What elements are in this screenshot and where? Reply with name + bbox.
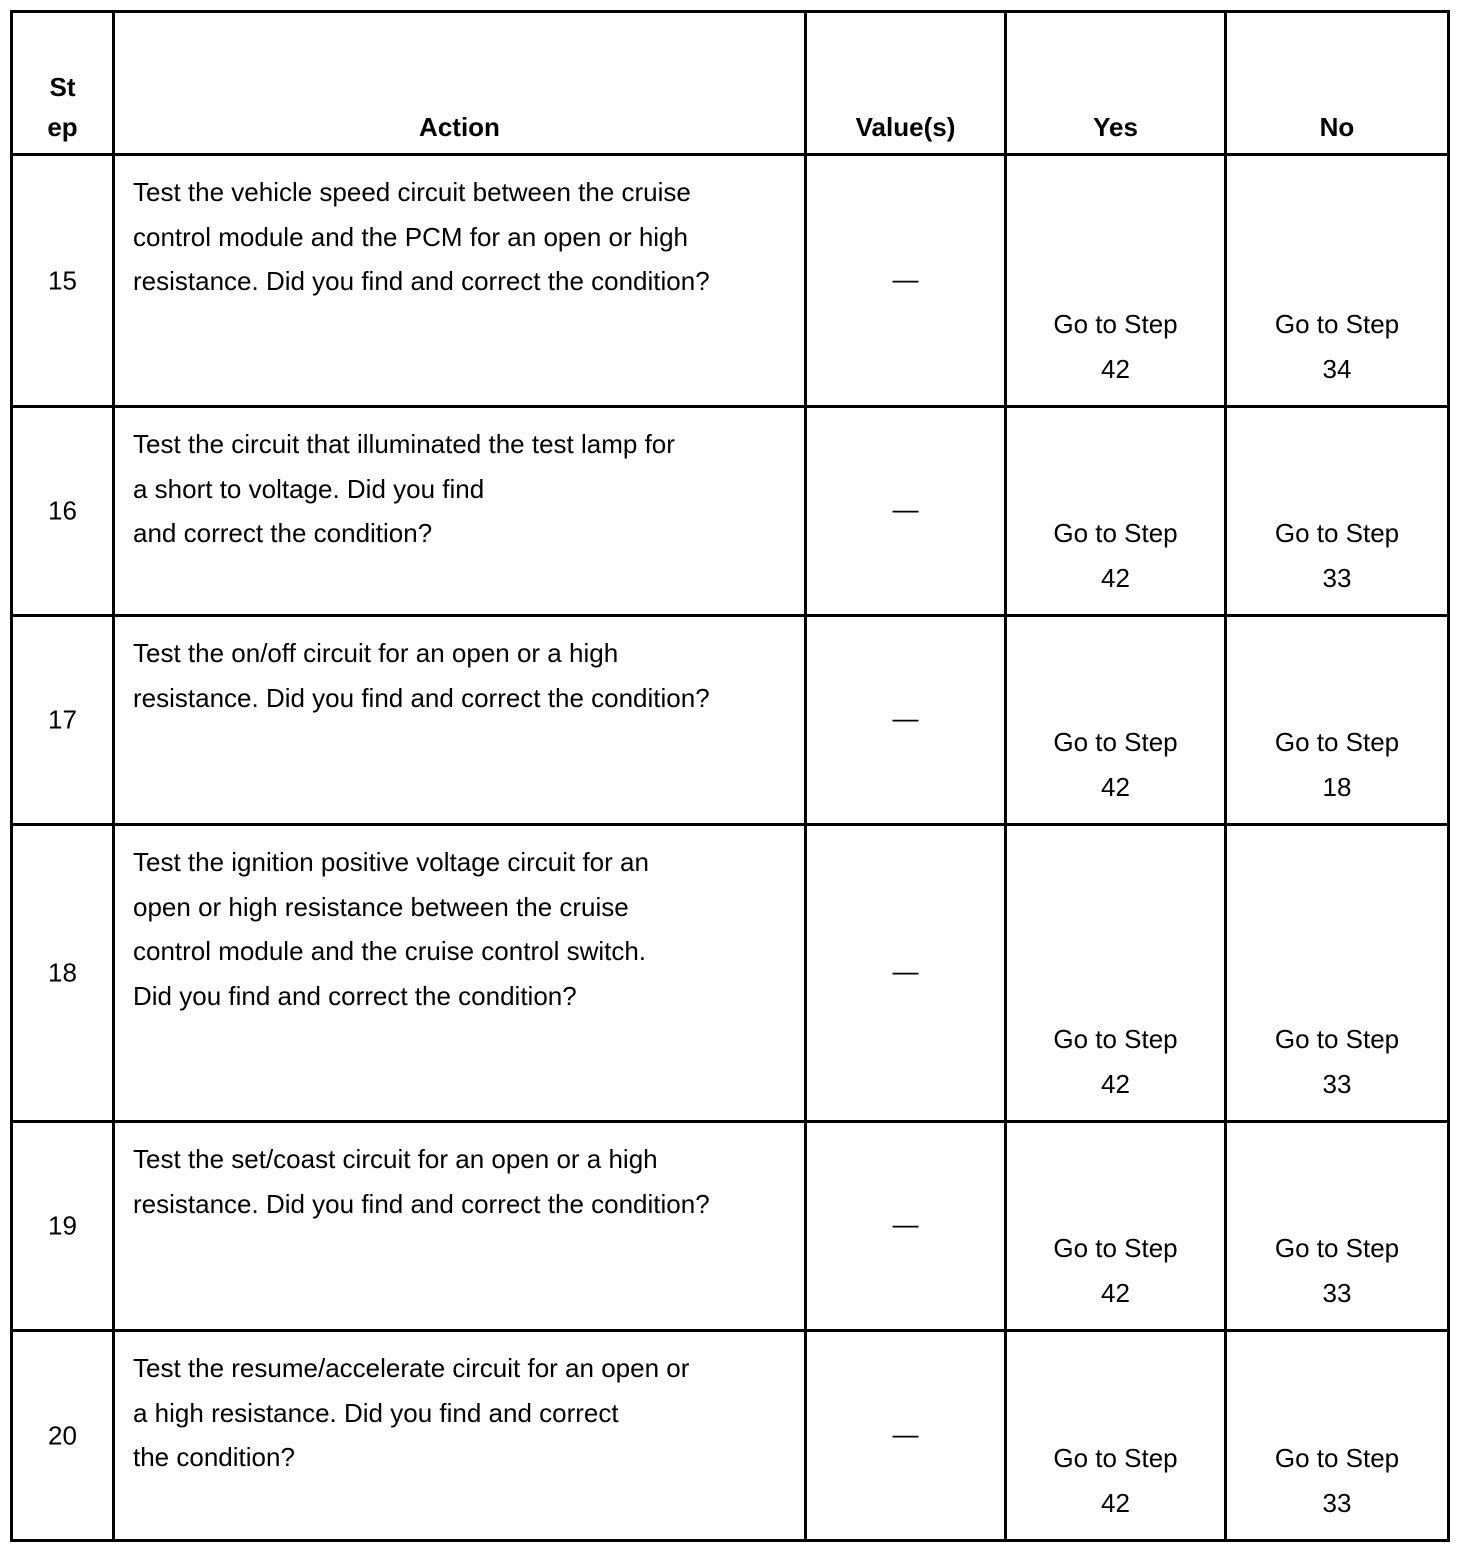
value-text: — [892, 493, 919, 524]
action-text: Test the vehicle speed circuit between the cruise control module and the PCM for an open or high resistance. Did you find and correct the condition? [133, 177, 710, 296]
header-action-cell [115, 13, 807, 153]
action-cell [115, 156, 807, 405]
value-text: — [892, 955, 919, 986]
yes-goto [1007, 511, 1224, 600]
step-cell [13, 617, 115, 823]
header-step [13, 67, 112, 147]
step-cell [13, 1123, 115, 1329]
action-text: Test the on/off circuit for an open or a high resistance. Did you find and correct the condition? [133, 638, 710, 713]
table-row [13, 826, 1447, 1123]
yes-step: 42 [1101, 353, 1130, 384]
value-text: — [892, 263, 919, 294]
yes-cell [1007, 408, 1227, 614]
header-step-cell [13, 13, 115, 153]
table-row [13, 1123, 1447, 1332]
no-cell [1227, 1123, 1447, 1329]
no-step: 33 [1322, 1277, 1352, 1308]
no-goto [1227, 1017, 1447, 1106]
header-no-cell [1227, 13, 1447, 153]
yes-label: Go to Step [1053, 1443, 1178, 1473]
yes-label: Go to Step [1053, 1024, 1178, 1054]
no-goto [1227, 302, 1447, 391]
yes-step: 42 [1101, 771, 1130, 802]
yes-label: Go to Step [1053, 518, 1178, 548]
step-number: 17 [48, 704, 77, 735]
no-label: Go to Step [1274, 309, 1400, 339]
yes-goto [1007, 302, 1224, 391]
yes-step: 42 [1101, 1487, 1130, 1518]
yes-cell [1007, 617, 1227, 823]
step-cell [13, 156, 115, 405]
no-label: Go to Step [1274, 1443, 1400, 1473]
value-cell [807, 408, 1007, 614]
table-header-row [13, 13, 1447, 156]
yes-goto [1007, 1226, 1224, 1315]
value-text: — [892, 702, 919, 733]
yes-label: Go to Step [1053, 727, 1178, 757]
value-text: — [892, 1418, 919, 1449]
action-cell [115, 408, 807, 614]
action-cell [115, 1332, 807, 1539]
action-cell [115, 617, 807, 823]
diagnostic-table [10, 10, 1450, 1542]
action-cell [115, 826, 807, 1120]
step-number: 18 [48, 957, 77, 988]
value-cell [807, 826, 1007, 1120]
no-cell [1227, 156, 1447, 405]
value-cell [807, 156, 1007, 405]
header-values: Value(s) [855, 112, 956, 142]
no-cell [1227, 826, 1447, 1120]
step-number: 16 [48, 495, 77, 526]
header-no: No [1319, 112, 1355, 142]
header-values-cell [807, 13, 1007, 153]
no-label: Go to Step [1274, 1233, 1400, 1263]
step-cell [13, 408, 115, 614]
no-step: 33 [1322, 1068, 1352, 1099]
yes-step: 42 [1101, 562, 1130, 593]
yes-cell [1007, 156, 1227, 405]
yes-cell [1007, 1332, 1227, 1539]
yes-goto [1007, 1017, 1224, 1106]
no-label: Go to Step [1274, 727, 1400, 757]
action-text: Test the set/coast circuit for an open or a high resistance. Did you find and correct the condition? [133, 1144, 710, 1219]
header-action: Action [419, 112, 500, 142]
header-yes: Yes [1093, 112, 1138, 142]
no-goto [1227, 720, 1447, 809]
action-text: Test the ignition positive voltage circuit for an open or high resistance between the cruise control module and the cruise control switch. Did you find and correct the condition? [133, 847, 649, 1011]
table-row [13, 617, 1447, 826]
action-text: Test the resume/accelerate circuit for an open or a high resistance. Did you find and correct the condition? [133, 1353, 690, 1472]
no-label: Go to Step [1274, 518, 1400, 548]
value-text: — [892, 1208, 919, 1239]
yes-cell [1007, 1123, 1227, 1329]
table-row [13, 1332, 1447, 1539]
table-row [13, 156, 1447, 408]
table-row [13, 408, 1447, 617]
action-cell [115, 1123, 807, 1329]
value-cell [807, 1123, 1007, 1329]
yes-cell [1007, 826, 1227, 1120]
no-cell [1227, 408, 1447, 614]
no-cell [1227, 1332, 1447, 1539]
no-label: Go to Step [1274, 1024, 1400, 1054]
yes-goto [1007, 720, 1224, 809]
yes-step: 42 [1101, 1277, 1130, 1308]
header-step-line1: St [49, 72, 76, 102]
no-goto [1227, 511, 1447, 600]
step-cell [13, 1332, 115, 1539]
no-step: 33 [1322, 562, 1352, 593]
no-step: 33 [1322, 1487, 1352, 1518]
no-step: 34 [1322, 353, 1352, 384]
step-number: 19 [48, 1210, 77, 1241]
yes-label: Go to Step [1053, 309, 1178, 339]
action-text: Test the circuit that illuminated the test lamp for a short to voltage. Did you find and correct the condition? [133, 429, 675, 548]
header-step-line2: ep [47, 112, 78, 142]
header-yes-cell [1007, 13, 1227, 153]
no-cell [1227, 617, 1447, 823]
yes-label: Go to Step [1053, 1233, 1178, 1263]
no-goto [1227, 1436, 1447, 1525]
step-number: 20 [48, 1420, 77, 1450]
step-cell [13, 826, 115, 1120]
value-cell [807, 617, 1007, 823]
yes-goto [1007, 1436, 1224, 1525]
step-number: 15 [48, 265, 77, 295]
value-cell [807, 1332, 1007, 1539]
no-goto [1227, 1226, 1447, 1315]
yes-step: 42 [1101, 1068, 1130, 1099]
no-step: 18 [1322, 771, 1352, 802]
